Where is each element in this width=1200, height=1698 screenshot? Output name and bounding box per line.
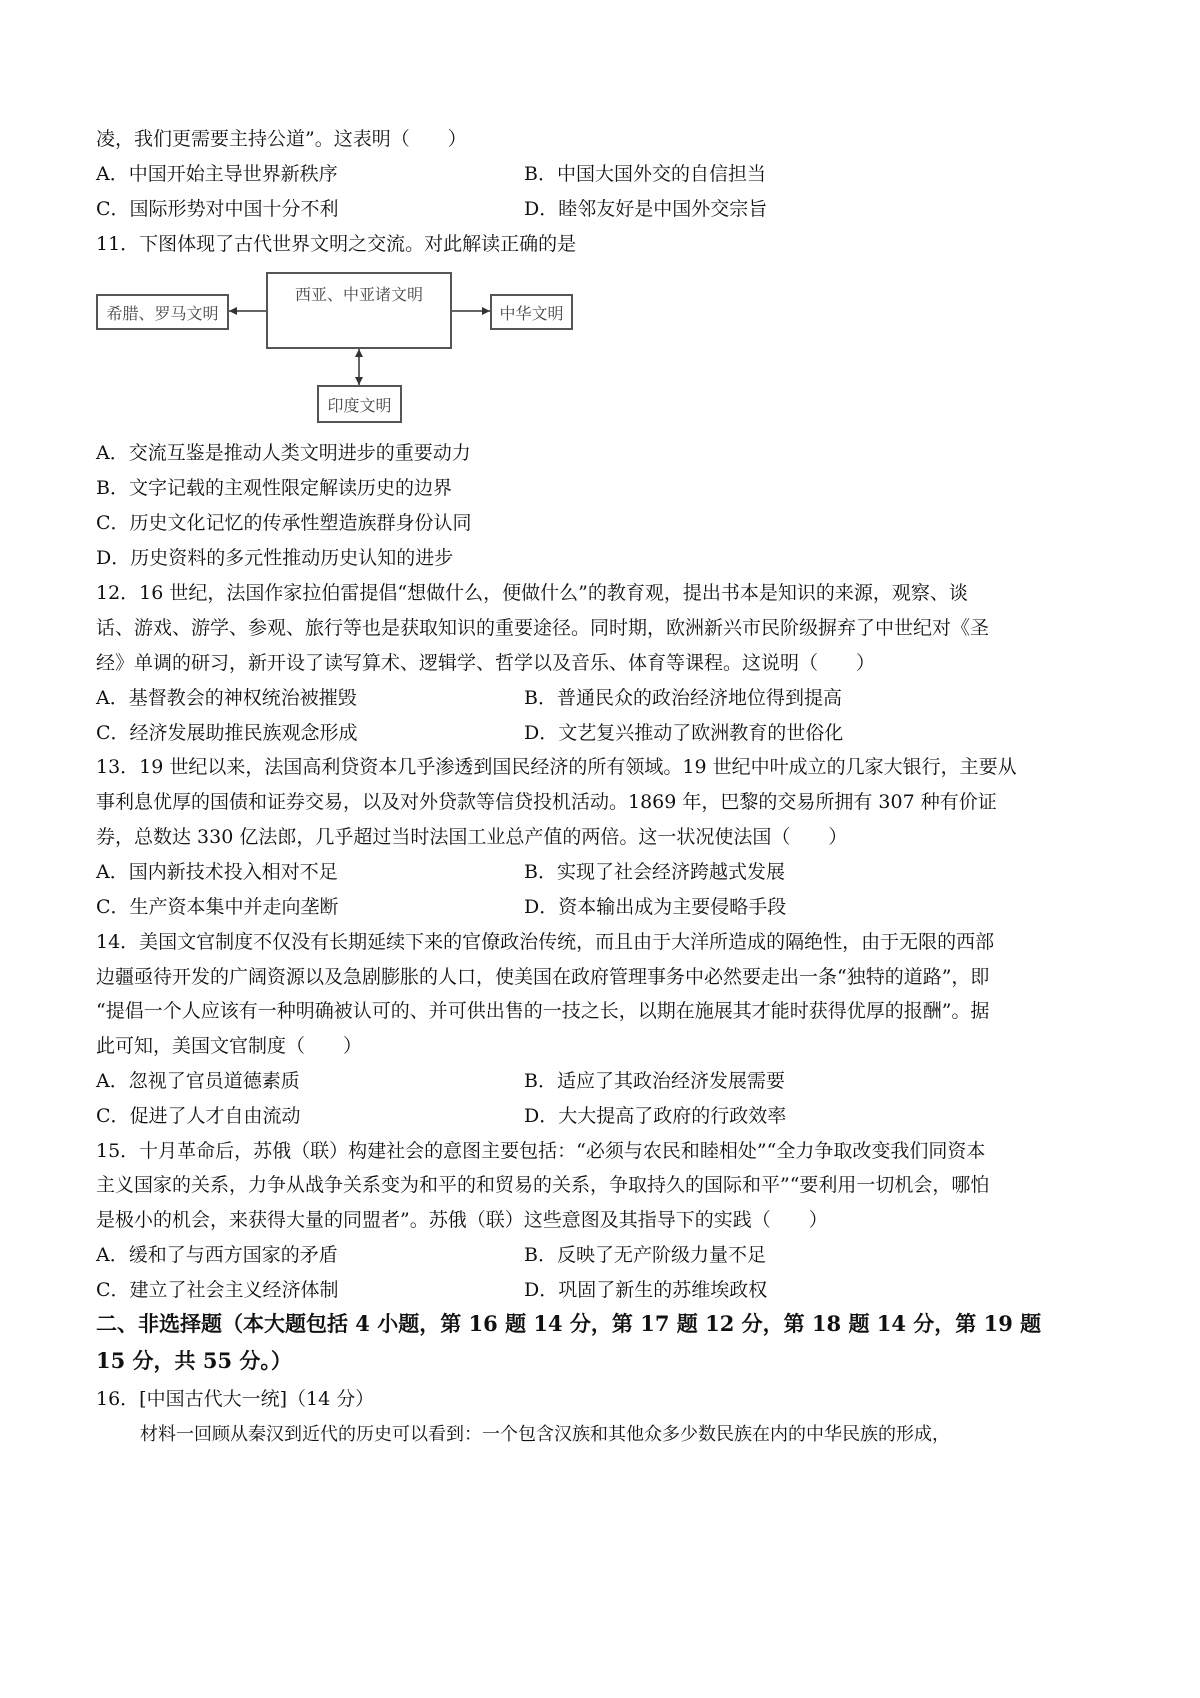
- q10-option-c: C．国际形势对中国十分不利: [96, 198, 339, 220]
- section2-heading-line2: 15 分，共 55 分。）: [96, 1348, 292, 1373]
- q11-option-c: C．历史文化记忆的传承性塑造族群身份认同: [96, 512, 472, 534]
- q10-option-d: D．睦邻友好是中国外交宗旨: [524, 198, 768, 220]
- box-west-central-asia: 西亚、中亚诸文明: [266, 272, 452, 349]
- q14-option-d: D．大大提高了政府的行政效率: [524, 1105, 787, 1127]
- q16-material-1: 材料一回顾从秦汉到近代的历史可以看到：一个包含汉族和其他众多少数民族在内的中华民族的形成，: [140, 1424, 950, 1445]
- q12-option-b: B．普通民众的政治经济地位得到提高: [524, 687, 842, 709]
- arrow-left-head: [229, 307, 237, 315]
- q14-line-3: “提倡一个人应该有一种明确被认可的、并可供出售的一技之长，以期在施展其才能时获得优厚的报酬”。据: [96, 1000, 990, 1022]
- q12-option-d: D．文艺复兴推动了欧洲教育的世俗化: [524, 722, 844, 744]
- q10-stem-end: 凌，我们更需要主持公道”。这表明（ ）: [96, 128, 467, 150]
- q13-option-a: A．国内新技术投入相对不足: [96, 861, 338, 883]
- q16-title: 16．[中国古代大一统]（14 分）: [96, 1388, 375, 1410]
- arrow-right-head: [482, 307, 490, 315]
- q13-option-b: B．实现了社会经济跨越式发展: [524, 861, 785, 883]
- q11-option-d: D．历史资料的多元性推动历史认知的进步: [96, 547, 454, 569]
- q11-option-a: A．交流互鉴是推动人类文明进步的重要动力: [96, 442, 471, 464]
- q12-option-c: C．经济发展助推民族观念形成: [96, 722, 358, 744]
- section2-heading-line1: 二、非选择题（本大题包括 4 小题，第 16 题 14 分，第 17 题 12 分，第 18 题 14 分，第 19 题: [96, 1311, 1042, 1336]
- diagram-arrows: [0, 0, 1200, 460]
- q13-option-d: D．资本输出成为主要侵略手段: [524, 896, 787, 918]
- q14-option-c: C．促进了人才自由流动: [96, 1105, 301, 1127]
- q14-line-4: 此可知，美国文官制度（ ）: [96, 1035, 363, 1057]
- q15-option-c: C．建立了社会主义经济体制: [96, 1279, 339, 1301]
- q13-line-2: 事利息优厚的国债和证券交易，以及对外贷款等信贷投机活动。1869 年，巴黎的交易所拥有 307 种有价证: [96, 791, 997, 813]
- q15-option-d: D．巩固了新生的苏维埃政权: [524, 1279, 768, 1301]
- q12-line-3: 经》单调的研习，新开设了读写算术、逻辑学、哲学以及音乐、体育等课程。这说明（ ）: [96, 652, 876, 674]
- q14-line-1: 14．美国文官制度不仅没有长期延续下来的官僚政治传统，而且由于大洋所造成的隔绝性，由于无限的西部: [96, 931, 995, 953]
- q12-option-a: A．基督教会的神权统治被摧毁: [96, 687, 357, 709]
- q13-line-3: 券，总数达 330 亿法郎，几乎超过当时法国工业总产值的两倍。这一状况使法国（ ）: [96, 826, 848, 848]
- arrow-up-head: [355, 349, 363, 357]
- box-china: 中华文明: [490, 294, 573, 330]
- arrow-down-head: [355, 377, 363, 385]
- q12-line-1: 12．16 世纪，法国作家拉伯雷提倡“想做什么，便做什么”的教育观，提出书本是知识的来源，观察、谈: [96, 582, 968, 604]
- q10-option-b: B．中国大国外交的自信担当: [524, 163, 766, 185]
- q12-line-2: 话、游戏、游学、参观、旅行等也是获取知识的重要途径。同时期，欧洲新兴市民阶级摒弃了中世纪对《圣: [96, 617, 990, 639]
- q15-line-2: 主义国家的关系，力争从战争关系变为和平的和贸易的关系，争取持久的国际和平”“要利用一切机会，哪怕: [96, 1174, 990, 1196]
- q11-stem: 11．下图体现了古代世界文明之交流。对此解读正确的是: [96, 233, 577, 255]
- q11-option-b: B．文字记载的主观性限定解读历史的边界: [96, 477, 452, 499]
- box-greece-rome: 希腊、罗马文明: [96, 294, 229, 330]
- q15-line-1: 15．十月革命后，苏俄（联）构建社会的意图主要包括：“必须与农民和睦相处”“全力争取改变我们同资本: [96, 1140, 986, 1162]
- q13-line-1: 13．19 世纪以来，法国高利贷资本几乎渗透到国民经济的所有领域。19 世纪中叶成立的几家大银行，主要从: [96, 756, 1017, 778]
- q14-line-2: 边疆亟待开发的广阔资源以及急剧膨胀的人口，使美国在政府管理事务中必然要走出一条“独特的道路”，即: [96, 966, 990, 988]
- q15-option-b: B．反映了无产阶级力量不足: [524, 1244, 766, 1266]
- q13-option-c: C．生产资本集中并走向垄断: [96, 896, 339, 918]
- q10-option-a: A．中国开始主导世界新秩序: [96, 163, 338, 185]
- q15-option-a: A．缓和了与西方国家的矛盾: [96, 1244, 338, 1266]
- q14-option-b: B．适应了其政治经济发展需要: [524, 1070, 785, 1092]
- box-india: 印度文明: [317, 385, 402, 423]
- q14-option-a: A．忽视了官员道德素质: [96, 1070, 300, 1092]
- q15-line-3: 是极小的机会，来获得大量的同盟者”。苏俄（联）这些意图及其指导下的实践（ ）: [96, 1209, 828, 1231]
